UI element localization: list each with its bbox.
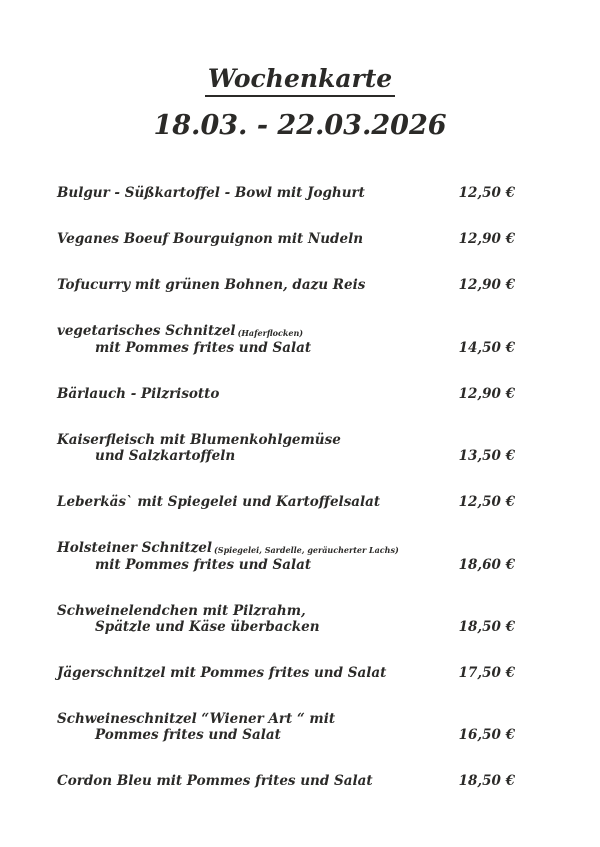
dish-name-line1: Kaiserfleisch mit Blumenkohlgemüse xyxy=(57,432,341,448)
dish-name xyxy=(57,432,341,464)
dish-note: (Haferflocken) xyxy=(237,328,304,338)
menu-item-list xyxy=(0,185,600,789)
dish-price: 12,90 € xyxy=(458,231,515,247)
dish-name-line1: Bärlauch - Pilzrisotto xyxy=(57,386,220,402)
dish-price: 17,50 € xyxy=(458,665,515,681)
menu-item xyxy=(57,277,515,293)
dish-name-line1: Veganes Boeuf Bourguignon mit Nudeln xyxy=(57,231,364,247)
menu-item xyxy=(57,773,515,789)
dish-name-line2: mit Pommes frites und Salat xyxy=(95,557,312,573)
dish-name-line2: mit Pommes frites und Salat xyxy=(95,340,312,356)
dish-price: 12,90 € xyxy=(458,277,515,293)
dish-name xyxy=(57,277,365,293)
menu-item xyxy=(57,540,515,573)
dish-price: 13,50 € xyxy=(458,448,515,464)
dish-name-line1: Schweineschnitzel “Wiener Art “ mit xyxy=(57,711,336,727)
menu-item xyxy=(57,603,515,635)
dish-name xyxy=(57,603,320,635)
dish-note: (Spiegelei, Sardelle, geräucherter Lachs) xyxy=(214,545,399,555)
dish-name xyxy=(57,711,335,743)
page-title xyxy=(0,66,600,97)
dish-name-line1: Holsteiner Schnitzel xyxy=(57,540,213,556)
menu-item xyxy=(57,185,515,201)
dish-name xyxy=(57,540,399,573)
menu-item xyxy=(57,494,515,510)
dish-price: 12,50 € xyxy=(458,494,515,510)
dish-name-line2: Spätzle und Käse überbacken xyxy=(95,619,320,635)
dish-price: 16,50 € xyxy=(458,727,515,743)
dish-price: 12,90 € xyxy=(458,386,515,402)
dish-price: 18,50 € xyxy=(458,619,515,635)
dish-name-line2: und Salzkartoffeln xyxy=(95,448,236,464)
date-range: 18.03. - 22.03.2026 xyxy=(153,110,447,141)
dish-name xyxy=(57,494,380,510)
dish-name xyxy=(57,231,363,247)
dish-price: 18,60 € xyxy=(458,557,515,573)
dish-name-line1: Schweinelendchen mit Pilzrahm, xyxy=(57,603,306,619)
menu-item xyxy=(57,386,515,402)
menu-item xyxy=(57,665,515,681)
menu-item xyxy=(57,231,515,247)
dish-name xyxy=(57,665,386,681)
dish-name xyxy=(57,323,311,356)
dish-name xyxy=(57,386,219,402)
dish-name-line1: Tofucurry mit grünen Bohnen, dazu Reis xyxy=(57,277,366,293)
dish-price: 12,50 € xyxy=(458,185,515,201)
dish-name-line1: Bulgur - Süßkartoffel - Bowl mit Joghurt xyxy=(57,185,365,201)
dish-name xyxy=(57,185,365,201)
dish-name-line2: Pommes frites und Salat xyxy=(95,727,281,743)
menu-item xyxy=(57,323,515,356)
dish-name-line1: Leberkäs` mit Spiegelei und Kartoffelsalat xyxy=(57,494,381,510)
dish-name-line1: Cordon Bleu mit Pommes frites und Salat xyxy=(57,773,373,789)
dish-price: 14,50 € xyxy=(458,340,515,356)
dish-name-line1: Jägerschnitzel mit Pommes frites und Salat xyxy=(57,665,387,681)
menu-item xyxy=(57,432,515,464)
dish-name xyxy=(57,773,373,789)
page-title-text: Wochenkarte xyxy=(205,66,395,97)
menu-item xyxy=(57,711,515,743)
dish-price: 18,50 € xyxy=(458,773,515,789)
dish-name-line1: vegetarisches Schnitzel xyxy=(57,323,236,339)
